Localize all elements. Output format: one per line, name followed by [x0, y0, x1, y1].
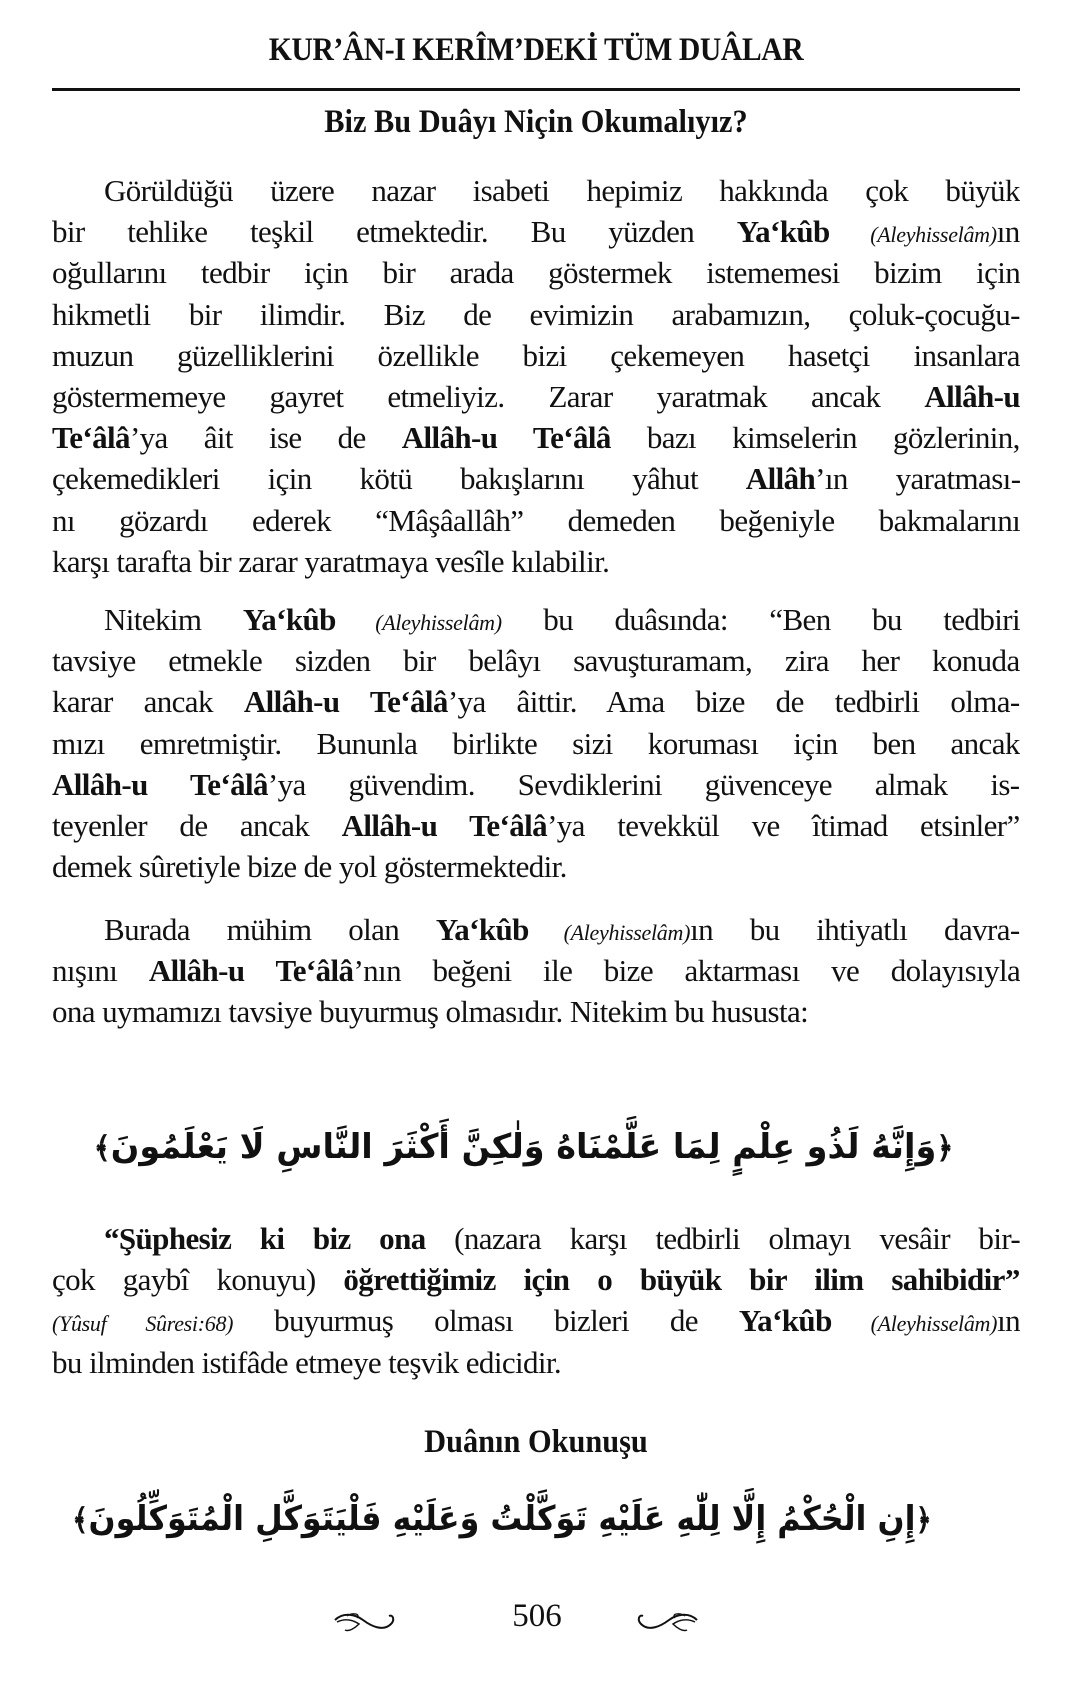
- text-run: karşı tarafta bir zarar yaratmaya vesîle kılabilir.: [52, 543, 610, 579]
- text-run: karar ancak: [52, 684, 244, 720]
- line-fit: [52, 1300, 1020, 1341]
- line-fit: [52, 681, 1020, 722]
- paragraph-1: [52, 170, 1020, 582]
- ornate-bracket-open: ﴿: [915, 1503, 932, 1538]
- text-line: [52, 541, 1020, 582]
- honorific: (Aleyhisselâm): [829, 222, 997, 248]
- line-fit: [52, 1342, 561, 1383]
- honorific: (Aleyhisselâm): [831, 1311, 998, 1337]
- text-run: göstermemeye gayret etmeliyiz. Zarar yaratmak ancak: [52, 378, 925, 414]
- text-line: [52, 170, 1020, 211]
- name-yakub: Ya‘kûb: [435, 912, 529, 947]
- name-yakub: Ya‘kûb: [242, 602, 336, 637]
- line-fit: [52, 640, 1020, 681]
- section-title: Biz Bu Duâyı Niçin Okumalıyız?: [324, 104, 748, 140]
- line-fit: [52, 991, 808, 1032]
- line-fit: [52, 764, 1020, 805]
- text-run: çekemedikleri için kötü bakışlarını yâhut: [52, 461, 746, 497]
- text-run: ın: [997, 1303, 1020, 1339]
- text-run: ’ya tevekkül ve îtimad etsinler”: [547, 807, 1020, 843]
- text-run: ’nın beğeni ile bize aktarması ve dolayısıyla: [353, 953, 1020, 989]
- honorific: (Aleyhisselâm): [335, 610, 502, 635]
- text-run: bu ilminden istifâde etmeye teşvik edicidir.: [52, 1344, 562, 1380]
- line-fit: [52, 541, 609, 582]
- page-number: 506: [512, 1598, 562, 1634]
- text-run: ın: [996, 214, 1020, 250]
- paragraph-4: [52, 1218, 1020, 1383]
- text-line: [52, 335, 1020, 376]
- honorific: (Aleyhisselâm): [528, 920, 691, 945]
- text-line: [52, 252, 1020, 293]
- line-fit: [104, 909, 1020, 950]
- text-run: ’ya âittir. Ama bize de tedbirli olma-: [447, 684, 1020, 720]
- text-line: [52, 1218, 1020, 1259]
- text-run: ona uymamızı tavsiye buyurmuş olmasıdır. Nitekim bu hususta:: [52, 994, 809, 1030]
- name-allah: Allâh-u Te‘âlâ: [148, 953, 354, 989]
- line-fit: [52, 335, 1020, 376]
- line-fit: [104, 1218, 1020, 1259]
- page-footer: [0, 1590, 1074, 1650]
- text-line: [52, 805, 1020, 846]
- name-yakub: Ya‘kûb: [736, 214, 830, 250]
- name-allah: Allâh: [745, 461, 816, 497]
- ornate-bracket-close: ﴾: [93, 1131, 111, 1166]
- section-title-recitation: Duânın Okunuşu: [424, 1424, 648, 1460]
- name-allah: Allâh-u Te‘âlâ: [52, 766, 268, 802]
- text-run: ’ya güvendim. Sevdiklerini güvenceye almak is-: [267, 766, 1020, 802]
- text-run: mızı emretmiştir. Bununla birlikte sizi koruması için ben ancak: [52, 725, 1020, 761]
- sura-reference: (Yûsuf Sûresi:68): [52, 1311, 234, 1337]
- line-fit: [52, 805, 1020, 846]
- text-run: Burada mühim olan: [104, 912, 436, 947]
- name-yakub: Ya‘kûb: [738, 1303, 832, 1339]
- text-line: [52, 211, 1020, 252]
- text-line: [52, 1342, 1020, 1383]
- text-run: teyenler de ancak: [52, 807, 342, 843]
- text-run: çok gaybî konuyu): [52, 1262, 344, 1298]
- text-run: ’ya âit ise de: [129, 420, 402, 456]
- line-fit: [52, 1259, 1020, 1300]
- line-fit: [52, 500, 1020, 541]
- paragraph-3: [52, 909, 1020, 1033]
- line-fit: [52, 211, 1020, 252]
- name-allah: Allâh-u Te‘âlâ: [243, 684, 448, 720]
- text-line: [52, 1259, 1020, 1300]
- arabic-verse-1: [93, 1127, 954, 1167]
- text-run: bir tehlike teşkil etmektedir. Bu yüzden: [52, 214, 737, 250]
- line-fit: [52, 294, 1020, 335]
- text-run: Görüldüğü üzere nazar isabeti hepimiz hakkında çok büyük: [104, 173, 1020, 208]
- line-fit: [52, 376, 1020, 417]
- arabic-verse-text: إِنِ الْحُكْمُ إِلَّا لِلّٰهِ عَلَيْهِ تَوَكَّلْتُ وَعَلَيْهِ فَلْيَتَوَكَّلِ الْمُتَوَكِّلُونَ: [88, 1499, 916, 1539]
- text-run: nı gözardı ederek “Mâşâallâh” demeden beğeniyle bakmalarını: [52, 502, 1020, 538]
- text-run: hikmetli bir ilimdir. Biz de evimizin arabamızın, çoluk-çocuğu-: [52, 296, 1020, 332]
- arabic-verse-2: [72, 1499, 932, 1539]
- text-line: [52, 681, 1020, 722]
- paragraph-2: [52, 599, 1020, 887]
- text-run: ın bu ihtiyatlı davra-: [690, 912, 1020, 947]
- text-line: [52, 376, 1020, 417]
- name-allah: Allâh-u Te‘âlâ: [341, 807, 548, 843]
- text-run: muzun güzelliklerini özellikle bizi çekemeyen hasetçi insanlara: [52, 337, 1020, 373]
- name-allah: Allâh-u Te‘âlâ: [401, 420, 611, 456]
- text-line: [52, 458, 1020, 499]
- arabic-verse-text: وَإِنَّهُ لَذُو عِلْمٍ لِمَا عَلَّمْنَاهُ وَلٰكِنَّ أَكْثَرَ النَّاسِ لَا يَعْلَمُونَ: [110, 1127, 937, 1167]
- ornate-bracket-open: ﴿: [936, 1131, 954, 1166]
- text-run: buyurmuş olması bizleri de: [233, 1303, 739, 1339]
- line-fit: [52, 723, 1020, 764]
- text-line: [52, 1300, 1020, 1341]
- text-line: [52, 500, 1020, 541]
- text-line: [52, 909, 1020, 950]
- line-fit: [52, 458, 1020, 499]
- text-run: bu duâsında: “Ben bu tedbiri: [501, 602, 1020, 637]
- text-line: [52, 950, 1020, 991]
- line-fit: [52, 417, 1020, 458]
- text-line: [52, 991, 1020, 1032]
- text-run: Nitekim: [104, 602, 243, 637]
- line-fit: [52, 846, 567, 887]
- line-fit: [104, 170, 1020, 211]
- text-run: bazı kimselerin gözlerinin,: [610, 420, 1020, 456]
- text-run: demek sûretiyle bize de yol göstermektedir.: [52, 849, 567, 885]
- text-run: (nazara karşı tedbirli olmayı vesâir bir-: [425, 1221, 1020, 1256]
- line-fit: [52, 950, 1020, 991]
- line-fit: [104, 599, 1020, 640]
- text-run: nışını: [52, 953, 149, 989]
- line-fit: [52, 252, 1020, 293]
- text-run: ’ın yaratması-: [815, 461, 1020, 497]
- ornate-bracket-close: ﴾: [72, 1503, 89, 1538]
- text-line: [52, 723, 1020, 764]
- quote-bold: öğrettiğimiz için o büyük bir ilim sahibidir”: [343, 1262, 1020, 1298]
- text-run: tavsiye etmekle sizden bir belâyı savuşturamam, zira her konuda: [52, 643, 1020, 679]
- text-run: oğullarını tedbir için bir arada göstermek istememesi bizim için: [52, 255, 1020, 291]
- name-teala: Te‘âlâ: [52, 420, 130, 456]
- flourish-right-icon: [635, 1610, 699, 1636]
- running-head: KUR’ÂN-I KERÎM’DEKİ TÜM DUÂLAR: [268, 32, 804, 68]
- text-line: [52, 764, 1020, 805]
- name-allah: Allâh-u: [924, 378, 1020, 414]
- text-line: [52, 294, 1020, 335]
- text-line: [52, 417, 1020, 458]
- header-rule: [52, 88, 1020, 91]
- text-line: [52, 599, 1020, 640]
- text-line: [52, 640, 1020, 681]
- quote-bold: “Şüphesiz ki biz ona: [104, 1221, 426, 1256]
- text-line: [52, 846, 1020, 887]
